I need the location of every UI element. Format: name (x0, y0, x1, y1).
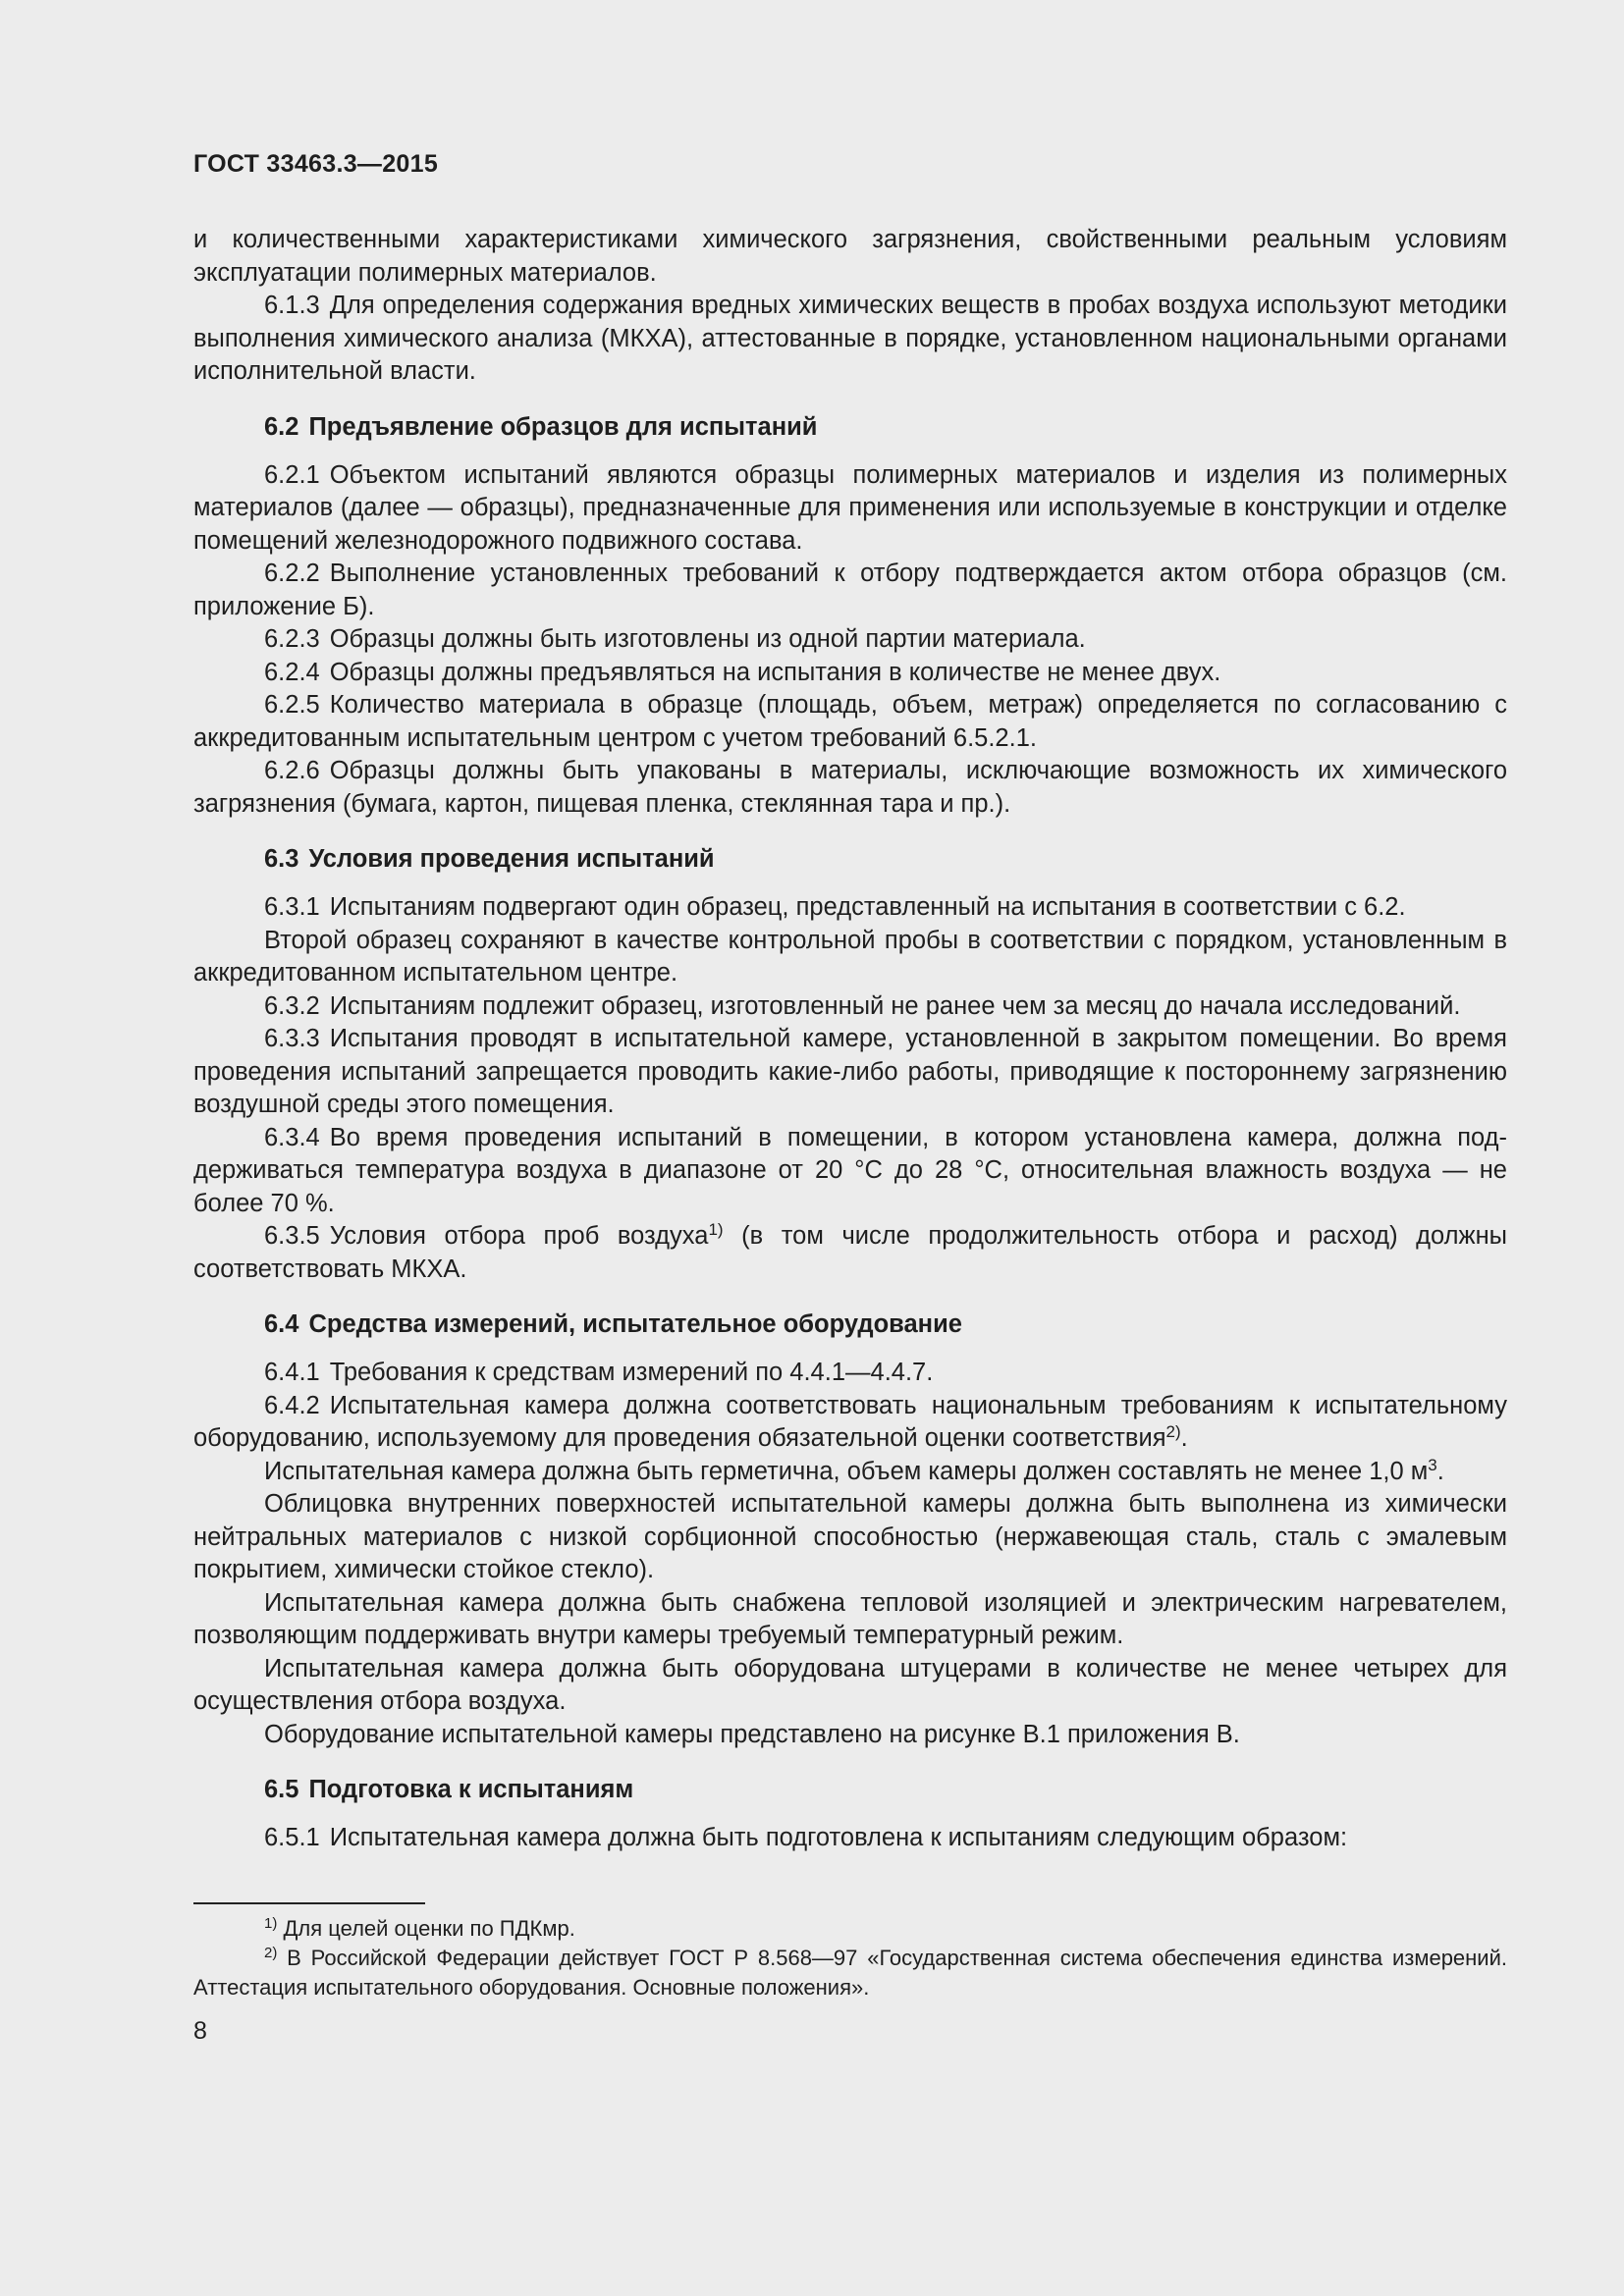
paragraph-chamber-volume: Испытательная камера должна быть герметична, объем камеры должен составлять не менее 1,0 $м^3$. (264, 1455, 1444, 1485)
section-number: 6.2 (264, 412, 299, 441)
footnote-mark: 1) (264, 1914, 278, 1932)
footnote-2: $^{2)}$ В Российской Федерации действует ГОСТ Р 8.568—97 «Государственная система обеспечения единства измерений. Аттестация испытательного оборудования. Основные положения». (193, 1944, 1507, 2000)
section-title: Условия проведения испытаний (308, 845, 715, 873)
clause-number: 6.4.1 (264, 1359, 320, 1386)
clause-number: 6.5.1 (264, 1824, 320, 1851)
section-title: Предъявление образцов для испытаний (308, 412, 818, 441)
clause-number: 6.2.5 (264, 691, 320, 719)
clause-number: 6.3.5 (264, 1222, 320, 1250)
paragraph-6-2-6: 6.2.6 Образцы должны быть упакованы в материалы, исключающие возможность их химического загрязнения (бумага, картон, пищевая пленка, стеклянная тара и пр.). (193, 757, 1507, 818)
paragraph-6-3-5: 6.3.5 Условия отбора проб воздуха$^{1)}$ (в том числе продолжительность отбора и расход) должны соответствовать МКХА. (193, 1220, 1507, 1283)
paragraph-6-4-2: 6.4.2 Испытательная камера должна соответствовать национальным требованиям к испытательному оборудованию, используемому для проведения обязательной оценки соответствия$^{2)}$. (193, 1391, 1507, 1452)
section-number: 6.4 (264, 1310, 299, 1338)
clause-number: 6.3.2 (264, 991, 320, 1020)
paragraph-6-3-4: 6.3.4 Во время проведения испытаний в помещении, в котором установлена камера, должна поддерживаться температура воздуха в диапазоне от 20 °С до 28 °С, относительная влажность воздуха — не более 70 %. (193, 1123, 1507, 1217)
footnote-divider (193, 1902, 425, 1904)
document-page (193, 147, 1507, 2046)
section-title: Подготовка к испытаниям (308, 1776, 634, 1803)
paragraph-chamber-insulation: Испытательная камера должна быть снабжена тепловой изоляцией и электрическим нагревателем, позволяющим поддерживать внутри камеры требуемый температурный режим. (193, 1588, 1507, 1649)
paragraph-6-1-3: 6.1.3 Для определения содержания вредных химических веществ в пробах воздуха используют методики выполнения химического анализа (МКХА), аттестованные в порядке, установленном национальными органами исполнительной власти. (193, 292, 1507, 385)
section-heading-6-2 (193, 410, 1507, 444)
paragraph-6-3-2: 6.3.2 Испытаниям подлежит образец, изготовленный не ранее чем за месяц до начала исследований. (264, 991, 1461, 1020)
document-header: ГОСТ 33463.3—2015 (193, 150, 439, 178)
footnote-ref-2[interactable]: 2) (1165, 1422, 1181, 1441)
section-heading-6-4 (193, 1308, 1507, 1341)
paragraph-continuation: и количественными характеристиками химического загрязнения, свойственными реальным условиям эксплуатации полимерных материалов. (193, 226, 1507, 287)
page-number: 8 (193, 2016, 207, 2045)
section-title: Средства измерений, испытательное оборудование (308, 1310, 962, 1338)
clause-number: 6.3.4 (264, 1123, 320, 1151)
footnote-ref-1[interactable]: 1) (708, 1220, 724, 1239)
paragraph-6-2-4: 6.2.4 Образцы должны предъявляться на испытания в количестве не менее двух. (264, 658, 1221, 686)
paragraph-6-2-3: 6.2.3 Образцы должны быть изготовлены из одной партии материала. (264, 625, 1086, 653)
paragraph-6-2-1: 6.2.1 Объектом испытаний являются образцы полимерных материалов и изделия из полимерных материалов (далее — образцы), предназначенные для применения или используемые в конструкции и отделке помещений железнодорожного подвижного состава. (193, 460, 1507, 555)
clause-number: 6.3.3 (264, 1025, 320, 1052)
clause-number: 6.4.2 (264, 1391, 320, 1419)
paragraph-6-3-1: 6.3.1 Испытаниям подвергают один образец, представленный на испытания в соответствии с 6.2. (264, 893, 1406, 921)
section-number: 6.3 (264, 845, 299, 873)
paragraph-6-4-1: 6.4.1 Требования к средствам измерений по 4.4.1—4.4.7. (264, 1359, 934, 1386)
section-number: 6.5 (264, 1776, 299, 1803)
clause-number: 6.2.2 (264, 560, 320, 587)
paragraph-chamber-lining: Облицовка внутренних поверхностей испытательной камеры должна быть выполнена из химически нейтральных материалов с низкой сорбционной способностью (нержавеющая сталь, сталь с эмалевым покрытием, химически стойкое стекло). (193, 1490, 1507, 1583)
unit-exponent: 3 (1428, 1455, 1437, 1474)
paragraph-6-2-2: 6.2.2 Выполнение установленных требований к отбору подтверждается актом отбора образцов (см. приложение Б). (193, 560, 1507, 620)
clause-number: 6.2.3 (264, 625, 320, 653)
clause-number: 6.2.4 (264, 658, 320, 686)
paragraph-6-3-3: 6.3.3 Испытания проводят в испытательной камере, установленной в закрытом помещении. Во время проведения испытаний запрещается проводить какие-либо работы, приводящие к постороннему загрязнению воздушной среды этого помещения. (193, 1025, 1507, 1118)
clause-number: 6.1.3 (264, 292, 320, 319)
paragraph-chamber-fittings: Испытательная камера должна быть оборудована штуцерами в количестве не менее четырех для осуществления отбора воздуха. (193, 1654, 1507, 1715)
clause-number: 6.2.6 (264, 757, 320, 784)
paragraph-6-2-5: 6.2.5 Количество материала в образце (площадь, объем, метраж) определяется по согласованию с аккредитованным испытательным центром с учетом требований 6.5.2.1. (193, 691, 1507, 752)
footnote-mark: 2) (264, 1944, 278, 1961)
paragraph-6-5-1: 6.5.1 Испытательная камера должна быть подготовлена к испытаниям следующим образом: (264, 1824, 1348, 1851)
paragraph-chamber-figure-ref: Оборудование испытательной камеры представлено на рисунке В.1 приложения В. (264, 1720, 1240, 1748)
clause-number: 6.2.1 (264, 460, 320, 489)
paragraph-6-3-1-second: Второй образец сохраняют в качестве контрольной пробы в соответствии с порядком, установленным в аккредитованном испытательном центре. (193, 926, 1507, 987)
section-heading-6-5 (193, 1773, 1507, 1806)
clause-number: 6.3.1 (264, 893, 320, 921)
section-heading-6-3 (193, 842, 1507, 876)
footnote-1: $^{1)}$ Для целей оценки по ПДКмр. (264, 1914, 575, 1941)
